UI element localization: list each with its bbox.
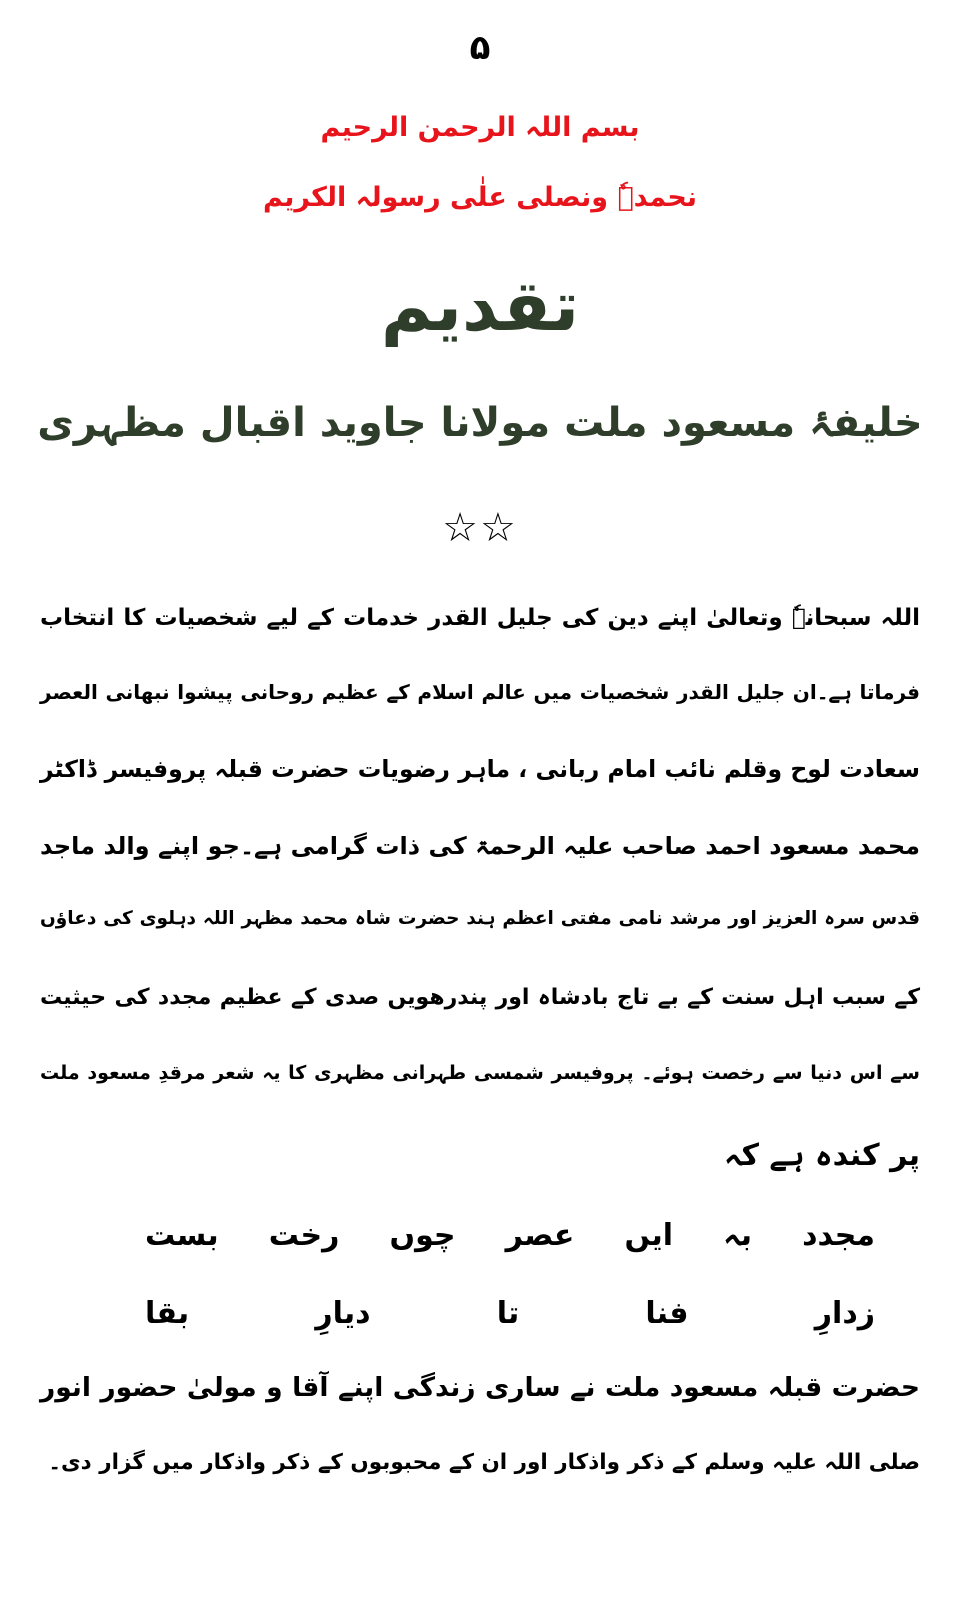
author-line: خلیفۂ مسعود ملت مولانا جاوید اقبال مظہری: [37, 400, 923, 446]
verse-word: چوں: [389, 1218, 456, 1253]
paragraph1-line-2: فرماتا ہے۔ان جلیل القدر شخصیات میں عالم اسلام کے عظیم روحانی پیشوا نبھانی العصر: [40, 680, 920, 704]
star-ornament: ☆☆: [442, 505, 518, 551]
verse-word: فنا: [645, 1296, 689, 1331]
verse-word: مجدد: [802, 1218, 875, 1253]
paragraph1-line-6: کے سبب اہل سنت کے بے تاج بادشاہ اور پندرھویں صدی کے عظیم مجدد کی حیثیت: [40, 985, 920, 1010]
verse-word: دیارِ: [315, 1296, 371, 1331]
verse-word: بہ: [723, 1218, 752, 1253]
paragraph2-line-2: صلی اللہ علیہ وسلم کے ذکر واذکار اور ان کے محبوبوں کے ذکر واذکار میں گزار دی۔: [48, 1450, 920, 1475]
paragraph1-line-8: پر کندہ ہے کہ: [723, 1138, 920, 1173]
page-number: ۵: [469, 28, 491, 68]
verse-word: تا: [496, 1296, 520, 1331]
paragraph2-line-1: حضرت قبلہ مسعود ملت نے ساری زندگی اپنے آقا و مولیٰ حضور انور: [40, 1372, 920, 1403]
verse-line-1: [145, 1218, 875, 1253]
paragraph1-line-1: اللہ سبحانہٗ وتعالیٰ اپنے دین کی جلیل القدر خدمات کے لیے شخصیات کا انتخاب: [40, 605, 920, 631]
paragraph1-line-3: سعادت لوح وقلم نائب امام ربانی ، ماہر رضویات حضرت قبلہ پروفیسر ڈاکٹر: [40, 755, 920, 783]
paragraph1-line-5: قدس سرہ العزیز اور مرشد نامی مفتی اعظم ہند حضرت شاہ محمد مظہر اللہ دہلوی کی دعاؤں: [40, 908, 920, 929]
verse-line-2: [145, 1296, 875, 1331]
verse-word: ایں: [624, 1218, 674, 1253]
verse-word: زدارِ: [814, 1296, 875, 1331]
verse-word: بست: [145, 1218, 219, 1253]
verse-word: عصر: [505, 1218, 575, 1253]
paragraph1-line-7: سے اس دنیا سے رخصت ہوئے۔ پروفیسر شمسی طہرانی مظہری کا یہ شعر مرقدِ مسعود ملت: [40, 1062, 920, 1084]
paragraph1-line-4: محمد مسعود احمد صاحب علیہ الرحمۃ کی ذات گرامی ہے۔جو اپنے والد ماجد: [40, 832, 920, 860]
verse-word: رخت: [268, 1218, 340, 1253]
page-title: تقدیم: [380, 265, 580, 347]
verse-word: بقا: [145, 1296, 190, 1331]
salutation-heading: نحمدہٗ ونصلی علٰی رسولہ الکریم: [263, 182, 697, 213]
bismillah-heading: بسم اللہ الرحمن الرحیم: [320, 112, 640, 143]
